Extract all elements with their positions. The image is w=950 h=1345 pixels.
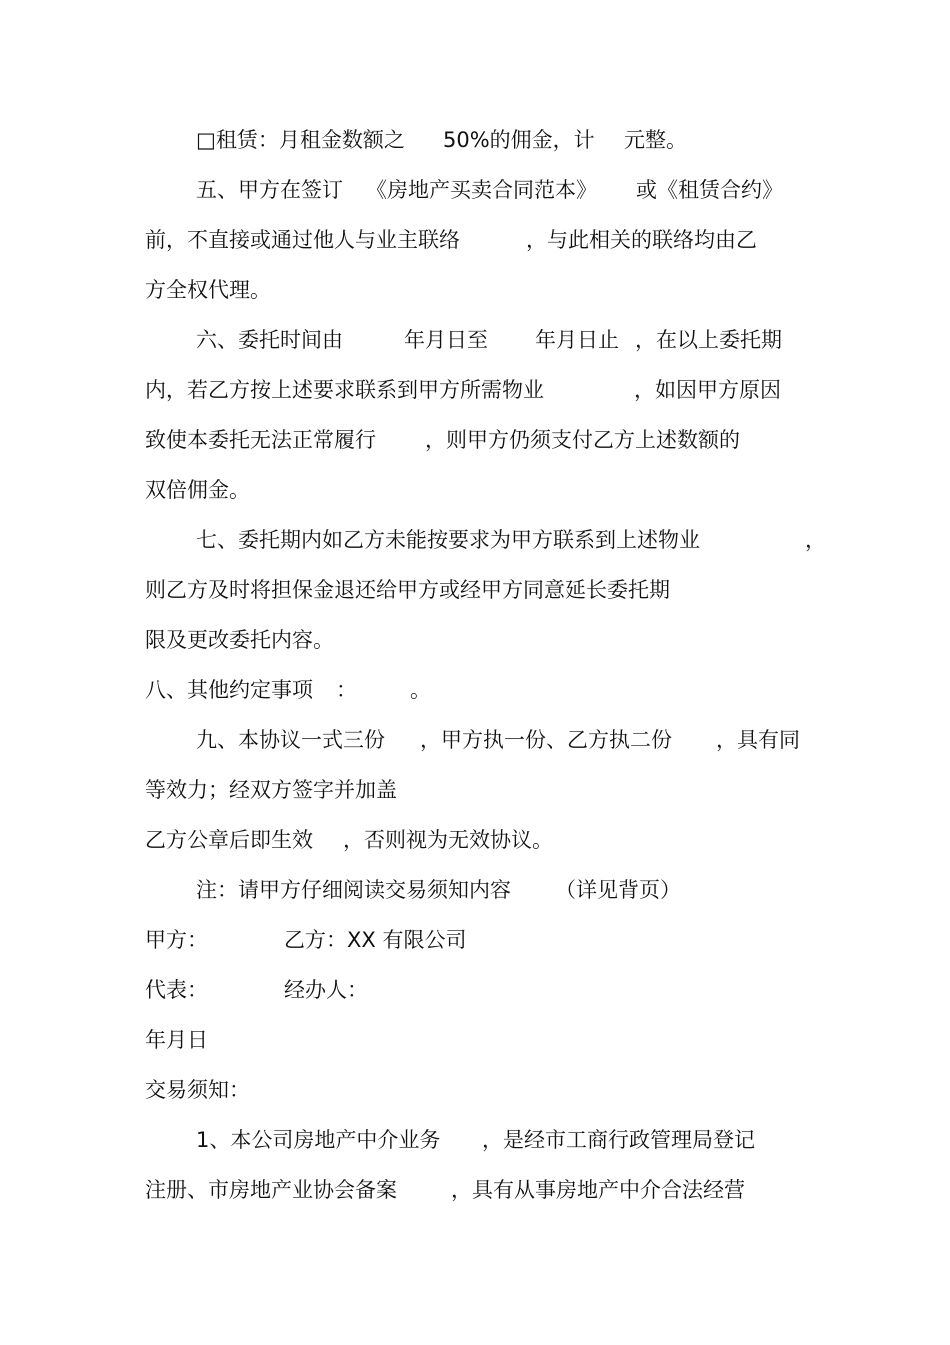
text-segment: ，甲方执一份、乙方执二份 [420,728,672,752]
text-segment: 年月日止 [535,328,619,352]
text-segment: 50%的佣金，计 [443,128,595,152]
text-segment: 年月日至 [404,328,488,352]
text-segment: 双倍佣金。 [145,478,250,502]
text-segment: 九、本协议一式三份 [196,728,385,752]
text-segment: 1、本公司房地产中介业务 [196,1128,441,1152]
text-line [0,124,950,156]
text-segment: ，则甲方仍须支付乙方上述数额的 [425,428,740,452]
text-segment: □租赁：月租金数额之 [196,128,405,152]
text-segment: 交易须知： [145,1078,250,1102]
text-segment: 六、委托时间由 [196,328,343,352]
text-segment: 乙方公章后即生效 [145,828,313,852]
text-segment: 内，若乙方按上述要求联系到甲方所需物业 [145,378,544,402]
text-line [0,1174,950,1206]
text-line [0,624,950,656]
text-line [0,424,950,456]
text-segment: 则乙方及时将担保金退还给甲方或经甲方同意延长委托期 [145,578,670,602]
text-line [0,974,950,1006]
text-line [0,174,950,206]
text-line [0,224,950,256]
text-line [0,1124,950,1156]
text-segment: ，具有从事房地产中介合法经营 [451,1178,745,1202]
text-segment: ，是经市工商行政管理局登记 [482,1128,755,1152]
text-segment: 代表： [145,978,208,1002]
text-segment: 八、其他约定事项 [145,678,313,702]
text-line [0,324,950,356]
text-segment: 甲方： [145,928,208,952]
text-segment: 元整。 [624,128,687,152]
text-segment: 七、委托期内如乙方未能按要求为甲方联系到上述物业 [196,528,700,552]
text-line [0,1024,950,1056]
text-segment: ， [805,528,826,552]
text-segment: ，否则视为无效协议。 [343,828,553,852]
text-segment: ，具有同 [716,728,800,752]
text-segment: 《房地产买卖合同范本》 [366,178,597,202]
text-line [0,474,950,506]
text-segment: 注：请甲方仔细阅读交易须知内容 [196,878,511,902]
text-segment: 限及更改委托内容。 [145,628,334,652]
text-segment: 方全权代理。 [145,278,271,302]
text-segment: ，在以上委托期 [635,328,782,352]
text-line [0,874,950,906]
text-segment: 乙方：XX 有限公司 [284,928,467,952]
text-line [0,924,950,956]
text-segment: ，如因甲方原因 [634,378,781,402]
text-segment: 注册、市房地产业协会备案 [145,1178,397,1202]
text-line [0,574,950,606]
text-segment: 前，不直接或通过他人与业主联络 [145,228,460,252]
text-line [0,374,950,406]
text-segment: ，与此相关的联络均由乙 [526,228,757,252]
text-segment: ： [336,678,357,702]
text-line [0,824,950,856]
text-line [0,524,950,556]
text-segment: （详见背页） [555,878,681,902]
text-segment: 致使本委托无法正常履行 [145,428,376,452]
text-segment: 年月日 [145,1028,208,1052]
text-line [0,774,950,806]
text-segment: 五、甲方在签订 [196,178,343,202]
text-segment: 。 [410,678,431,702]
text-line [0,1074,950,1106]
text-line [0,274,950,306]
text-segment: 或《租赁合约》 [636,178,783,202]
text-line [0,674,950,706]
text-segment: 等效力；经双方签字并加盖 [145,778,397,802]
text-segment: 经办人： [284,978,368,1002]
text-line [0,724,950,756]
